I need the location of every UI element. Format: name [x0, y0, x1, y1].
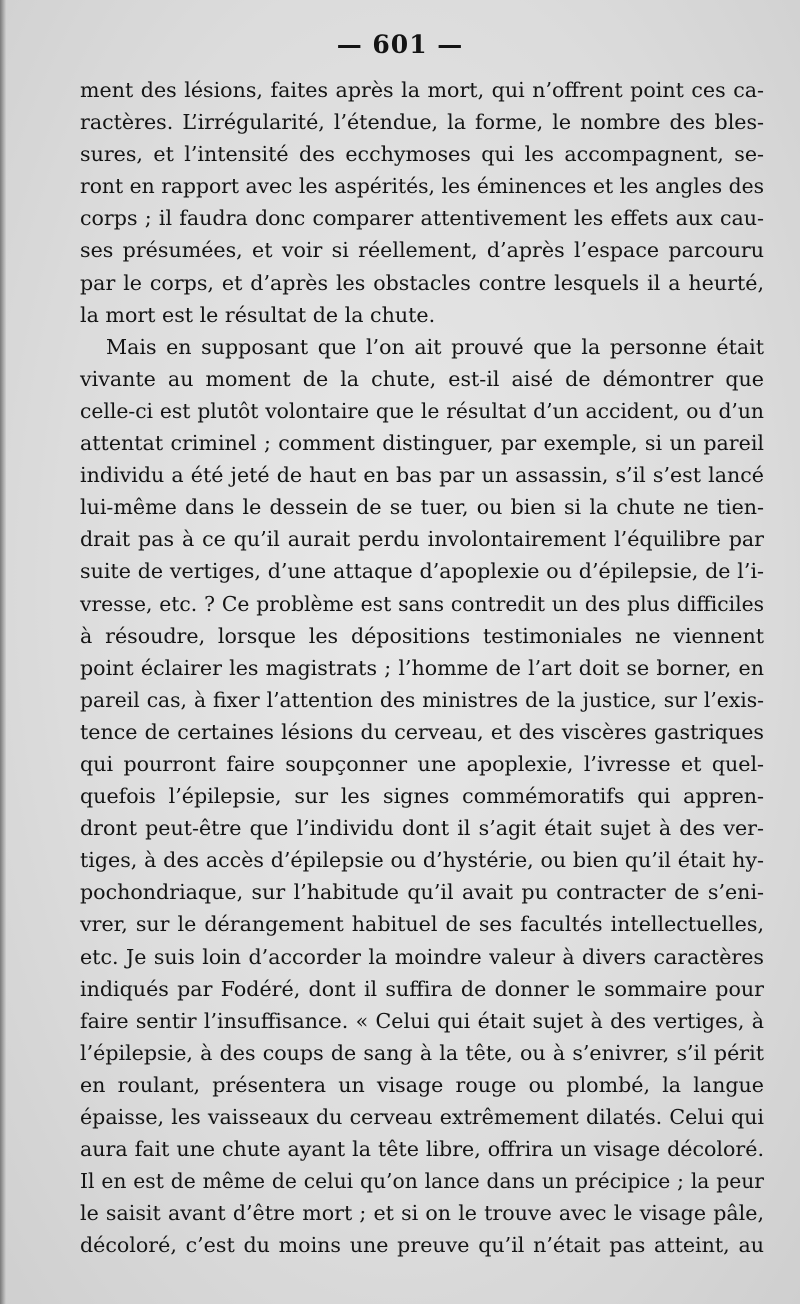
- text-line: attentat criminel ; comment distinguer, par exemple, si un pareil: [80, 431, 764, 456]
- text-line: corps ; il faudra donc comparer attentivement les effets aux cau-: [80, 206, 764, 231]
- text-line: individu a été jeté de haut en bas par un assassin, s’il s’est lancé: [80, 463, 764, 488]
- text-line: Il en est de même de celui qu’on lance dans un précipice ; la peur: [80, 1169, 764, 1194]
- text-line: quefois l’épilepsie, sur les signes commémoratifs qui appren-: [80, 784, 764, 809]
- text-line: dront peut-être que l’individu dont il s’agit était sujet à des ver-: [80, 816, 764, 841]
- text-line: par le corps, et d’après les obstacles contre lesquels il a heurté,: [80, 270, 764, 295]
- text-line: ront en rapport avec les aspérités, les éminences et les angles des: [80, 174, 764, 199]
- text-line: décoloré, c’est du moins une preuve qu’il n’était pas atteint, au: [80, 1233, 764, 1258]
- text-line: en roulant, présentera un visage rouge ou plombé, la langue: [80, 1072, 764, 1097]
- text-line: tence de certaines lésions du cerveau, et des viscères gastriques: [80, 719, 764, 744]
- text-line: tiges, à des accès d’épilepsie ou d’hystérie, ou bien qu’il était hy-: [80, 848, 764, 873]
- text-line: vrer, sur le dérangement habituel de ses facultés intellectuelles,: [80, 912, 764, 937]
- text-line: aura fait une chute ayant la tête libre, offrira un visage décoloré.: [80, 1137, 764, 1162]
- text-line: celle-ci est plutôt volontaire que le résultat d’un accident, ou d’un: [80, 398, 764, 423]
- text-line: point éclairer les magistrats ; l’homme de l’art doit se borner, en: [80, 655, 764, 680]
- text-line: Mais en supposant que l’on ait prouvé que la personne était: [106, 334, 764, 359]
- text-line: pareil cas, à fixer l’attention des ministres de la justice, sur l’exis-: [80, 687, 764, 712]
- page-edge-shadow: [0, 0, 6, 1304]
- text-line: le saisit avant d’être mort ; et si on le trouve avec le visage pâle,: [80, 1201, 764, 1226]
- text-line: indiqués par Fodéré, dont il suffira de donner le sommaire pour: [80, 976, 764, 1001]
- text-line: drait pas à ce qu’il aurait perdu involontairement l’équilibre par: [80, 527, 764, 552]
- text-line: l’épilepsie, à des coups de sang à la tête, ou à s’enivrer, s’il périt: [80, 1040, 764, 1065]
- text-line: qui pourront faire soupçonner une apoplexie, l’ivresse et quel-: [80, 751, 764, 776]
- text-line: etc. Je suis loin d’accorder la moindre valeur à divers caractères: [80, 944, 764, 969]
- text-line: ractères. L’irrégularité, l’étendue, la forme, le nombre des bles-: [80, 110, 764, 135]
- text-line: vivante au moment de la chute, est-il aisé de démontrer que: [80, 366, 764, 391]
- text-line: sures, et l’intensité des ecchymoses qui les accompagnent, se-: [80, 142, 764, 167]
- text-line: ment des lésions, faites après la mort, qui n’offrent point ces ca-: [80, 78, 764, 102]
- text-line: faire sentir l’insuffisance. « Celui qui était sujet à des vertiges, à: [80, 1008, 764, 1033]
- text-line: suite de vertiges, d’une attaque d’apoplexie ou d’épilepsie, de l’i-: [80, 559, 764, 584]
- text-line: ses présumées, et voir si réellement, d’après l’espace parcouru: [80, 238, 764, 263]
- page-number-header: — 601 —: [336, 30, 464, 59]
- text-line: pochondriaque, sur l’habitude qu’il avait pu contracter de s’eni-: [80, 880, 764, 905]
- text-line: à résoudre, lorsque les dépositions testimoniales ne viennent: [80, 623, 764, 648]
- text-line: vresse, etc. ? Ce problème est sans contredit un des plus difficiles: [80, 591, 764, 616]
- text-line: épaisse, les vaisseaux du cerveau extrêmement dilatés. Celui qui: [80, 1105, 764, 1129]
- body-text: [80, 74, 764, 1261]
- text-line: la mort est le résultat de la chute.: [80, 302, 436, 327]
- text-line: lui-même dans le dessein de se tuer, ou bien si la chute ne tien-: [80, 495, 764, 520]
